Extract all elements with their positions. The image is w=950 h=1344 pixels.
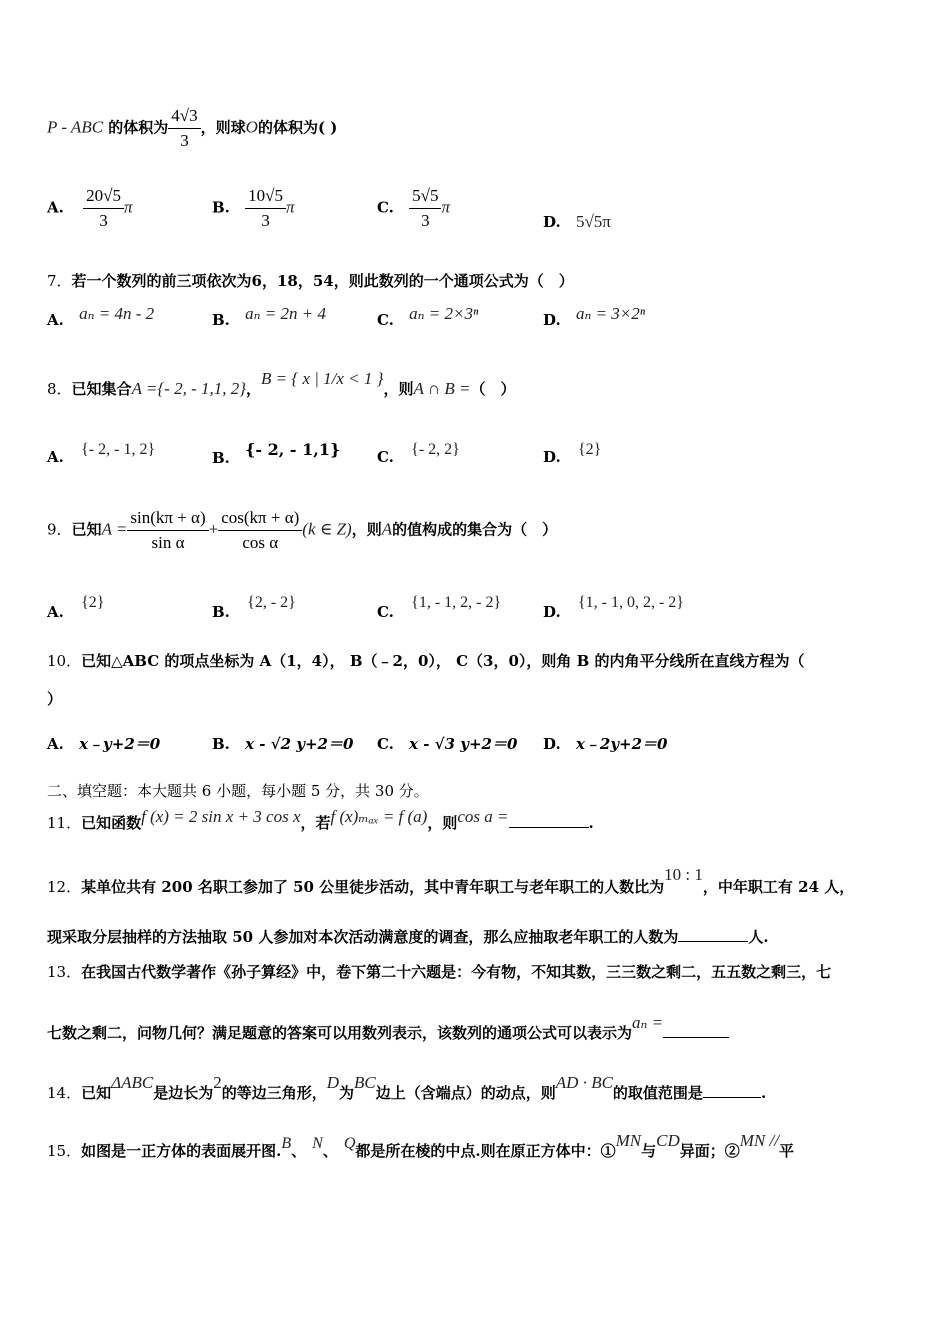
section-2-heading: 二、填空题：本大题共 6 小题，每小题 5 分，共 30 分。: [47, 782, 429, 800]
q10-option-d[interactable]: D. x﹣2y+2＝0: [543, 735, 668, 753]
volume-fraction: $\frac{4√3}{3}$: [168, 106, 200, 151]
q8-option-a[interactable]: A. {- 2, - 1, 2}: [47, 441, 156, 466]
q10-option-c[interactable]: C. x - √3 y+2＝0: [377, 735, 518, 753]
question-13-line-1: 13．在我国古代数学著作《孙子算经》中，卷下第二十六题是：今有物，不知其数，三三数之剩二，五五数之剩三，七: [47, 963, 832, 981]
q9-option-a[interactable]: A. {2}: [47, 594, 105, 621]
answer-blank-13[interactable]: [663, 1037, 729, 1038]
answer-blank-11[interactable]: [509, 827, 589, 828]
q8-option-d[interactable]: D. {2}: [543, 441, 602, 466]
q6-option-c[interactable]: C. $\frac{5√5}{3}$ π: [377, 186, 451, 230]
answer-blank-12[interactable]: [678, 941, 748, 942]
question-11: 11．已知函数f (x) = 2 sin x + 3 cos x，若f (x)ₘₐₓ = f (a)，则cos a = .: [47, 807, 594, 832]
q6-tail-line: P - ABC 的体积为 $\frac{4√3}{3}$ ，则球O的体积为( ): [47, 106, 338, 150]
q9-option-c[interactable]: C. {1, - 1, 2, - 2}: [377, 594, 502, 621]
question-10-line-2: ）: [47, 690, 63, 708]
set-b-expression: B = { x | 1/x < 1 }: [261, 369, 384, 388]
q8-option-b[interactable]: B. {- 2, - 1,1}: [212, 440, 341, 467]
question-8: 8．已知集合A ={- 2, - 1,1, 2}，B = { x | 1/x < 1 }，则A ∩ B =（ ）: [47, 369, 516, 398]
sin-fraction: $\frac{\sin(k\pi + \alpha)}{\text{sin α}}$: [127, 508, 208, 553]
pyramid-label: P - ABC: [47, 117, 104, 137]
q6-option-b[interactable]: B. $\frac{10√5}{3}$ π: [212, 186, 295, 230]
answer-blank-14[interactable]: [703, 1097, 761, 1098]
q7-option-a[interactable]: A. aₙ = 4n - 2: [47, 304, 155, 329]
q6-option-a[interactable]: A. $\frac{20√5}{3}$ π: [47, 186, 133, 230]
q10-option-a[interactable]: A. x﹣y+2＝0: [47, 735, 161, 753]
question-12-line-1: 12．某单位共有 200 名职工参加了 50 公里徒步活动，其中青年职工与老年职工的人数比为10 : 1，中年职工有 24 人，: [47, 865, 855, 896]
question-15: 15．如图是一正方体的表面展开图.B、 N、 Q都是所在棱的中点.则在原正方体中：①MN与CD异面；②MN //平: [47, 1131, 794, 1160]
q7-option-d[interactable]: D. aₙ = 3×2ⁿ: [543, 304, 646, 329]
question-7: 7．若一个数列的前三项依次为6，18，54，则此数列的一个通项公式为（ ）: [47, 272, 574, 290]
question-10-line-1: 10．已知△ABC 的项点坐标为 A（1，4）， B（﹣2，0）， C（3，0），则角 B 的内角平分线所在直线方程为（: [47, 652, 805, 670]
question-12-line-2: 现采取分层抽样的方法抽取 50 人参加对本次活动满意度的调查，那么应抽取老年职工的人数为 人.: [47, 928, 769, 946]
question-13-line-2: 七数之剩二，问物几何？满足题意的答案可以用数列表示，该数列的通项公式可以表示为aₙ =: [47, 1022, 729, 1043]
q7-option-b[interactable]: B. aₙ = 2n + 4: [212, 304, 326, 329]
q7-option-c[interactable]: C. aₙ = 2×3ⁿ: [377, 304, 479, 329]
q10-option-b[interactable]: B. x - √2 y+2＝0: [212, 735, 354, 753]
q9-option-b[interactable]: B. {2, - 2}: [212, 594, 296, 621]
q6-option-d[interactable]: D. 5√5π: [543, 212, 611, 231]
q8-option-c[interactable]: C. {- 2, 2}: [377, 441, 460, 466]
cos-fraction: $\frac{\cos(k\pi + \alpha)}{\text{cos α}}$: [218, 508, 302, 553]
question-14: 14．已知ΔABC是边长为2的等边三角形，D为BC边上（含端点）的动点，则AD · BC的取值范围是 .: [47, 1073, 767, 1102]
q9-option-d[interactable]: D. {1, - 1, 0, 2, - 2}: [543, 594, 684, 621]
question-9: 9．已知A = $\frac{\sin(k\pi + \alpha)}{\text{sin α}}$ + $\frac{\cos(k\pi + \alpha)}{\text{cos α}}$ (k ∈ Z)，则A的值构成的集合为（ ）: [47, 508, 558, 552]
